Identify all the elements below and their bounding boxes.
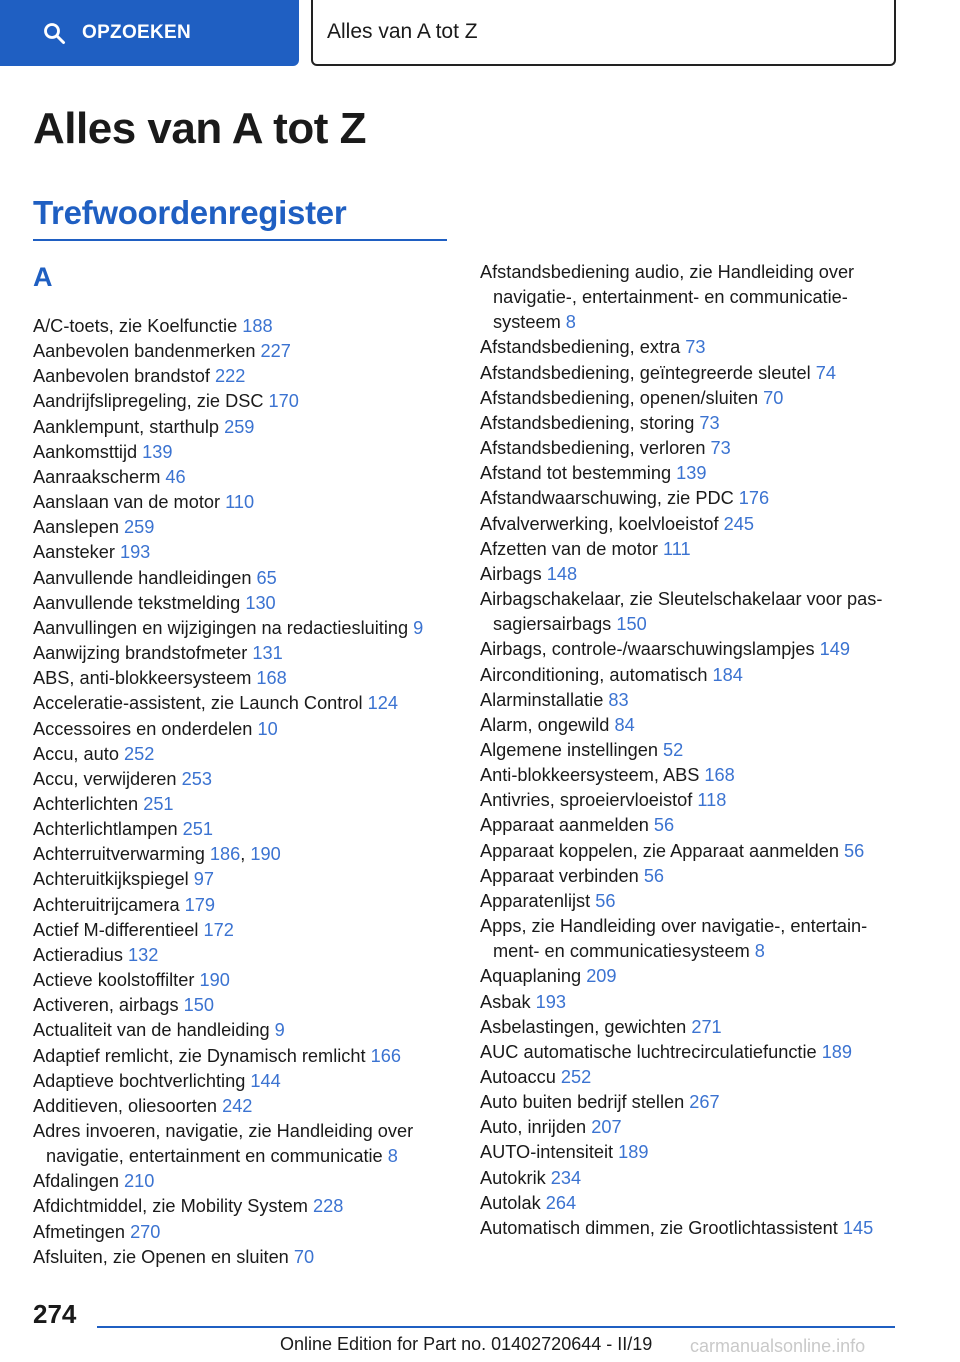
page-link[interactable]: 9 <box>413 617 424 638</box>
index-entry-term: AUC automatische luchtrecirculatiefunctie <box>480 1041 822 1062</box>
page-link[interactable]: 227 <box>260 341 291 362</box>
index-column-right <box>480 260 898 1241</box>
index-entry-term: Auto buiten bedrijf stellen <box>480 1092 690 1113</box>
index-entry <box>480 1065 898 1090</box>
index-letter: A <box>33 262 53 292</box>
index-entry <box>480 436 898 461</box>
index-entry <box>33 666 453 691</box>
index-entry-term: Afdichtmiddel, zie Mobility System <box>33 1196 313 1217</box>
index-entry-term: Apparaat aanmelden <box>480 815 654 836</box>
page-link[interactable]: 179 <box>184 894 215 915</box>
index-entry <box>33 1119 453 1169</box>
index-entry <box>480 914 898 964</box>
page-link[interactable]: 253 <box>181 768 212 789</box>
index-entry <box>480 637 898 662</box>
page-link[interactable]: 252 <box>560 1067 592 1087</box>
page-link[interactable]: 251 <box>182 819 213 840</box>
index-entry-term: Actief M-differentieel <box>33 919 204 940</box>
page-link[interactable]: 74 <box>815 362 836 383</box>
index-entry-term: Apparaat koppelen, zie Apparaat aanmelden <box>480 840 845 861</box>
index-entry <box>480 537 898 562</box>
page-link[interactable]: 73 <box>685 337 706 358</box>
index-entry-term: Achterruitverwarming <box>33 844 210 865</box>
page-link[interactable]: 172 <box>203 919 234 940</box>
page-link[interactable]: 148 <box>546 563 578 584</box>
index-entry-term: Additieven, oliesoorten <box>33 1095 223 1116</box>
index-entry-term: Accu, auto <box>33 743 124 764</box>
index-entry <box>33 364 453 389</box>
index-entry-term: Afstand tot bestemming <box>480 463 677 484</box>
page-link[interactable]: 56 <box>653 815 675 836</box>
page-link[interactable]: 83 <box>608 689 629 710</box>
index-entry-term: Adaptieve bochtverlichting <box>33 1070 251 1091</box>
index-entry <box>33 893 453 918</box>
index-entry-term: Auto, inrijden <box>480 1117 592 1138</box>
index-entry <box>480 1040 898 1065</box>
index-entry-term: Afstandsbediening, geïntegreerde sleutel <box>480 362 816 383</box>
page-link[interactable]: 188 <box>242 316 273 336</box>
page-link[interactable]: 234 <box>550 1167 582 1188</box>
index-entry <box>480 1015 898 1040</box>
index-entry <box>480 663 898 688</box>
page-link[interactable]: 144 <box>250 1070 281 1091</box>
index-entry <box>33 817 453 842</box>
index-entry <box>480 461 898 486</box>
page-link[interactable]: 267 <box>689 1092 720 1113</box>
page-link[interactable]: 84 <box>614 714 635 735</box>
index-entry <box>480 1166 898 1191</box>
page-link[interactable]: 150 <box>616 614 647 635</box>
index-entry <box>33 1044 453 1069</box>
index-entry <box>33 490 453 515</box>
index-entry <box>33 918 453 943</box>
index-entry <box>33 867 453 892</box>
index-entry <box>480 335 898 360</box>
index-entry <box>33 440 453 465</box>
index-entry <box>33 1169 453 1194</box>
index-entry-term: Airconditioning, automatisch <box>480 664 713 685</box>
page-link[interactable]: 190 <box>199 970 230 991</box>
index-entry <box>33 767 453 792</box>
page-link[interactable]: 189 <box>618 1142 649 1163</box>
index-entry-term: A/C-toets, zie Koelfunctie <box>33 316 243 336</box>
index-entry-term: Apparaat verbinden <box>480 865 644 886</box>
index-entry <box>480 688 898 713</box>
index-entry-term: Aanslaan van de motor <box>33 492 226 513</box>
index-entry-term: Airbags, controle-/waarschuwingslampjes <box>480 639 820 660</box>
index-entry <box>480 512 898 537</box>
page-link[interactable]: 245 <box>723 513 754 534</box>
page-link[interactable]: 56 <box>595 890 616 911</box>
index-entry-term: Achteruitrijcamera <box>33 894 185 915</box>
page-link[interactable]: 52 <box>663 739 684 760</box>
index-entry <box>480 713 898 738</box>
index-entry-term: Antivries, sproeiervloeistof <box>480 790 698 811</box>
index-entry <box>480 738 898 763</box>
index-entry <box>33 717 453 742</box>
page-link[interactable]: 139 <box>142 441 173 462</box>
index-column-left <box>33 314 453 1270</box>
index-entry-term: Aanwijzing brandstofmeter <box>33 643 253 664</box>
page-link[interactable]: 131 <box>252 643 283 664</box>
page-link[interactable]: 222 <box>215 366 246 387</box>
index-entry <box>480 587 898 637</box>
index-entry-term: Afstandsbediening, openen/sluiten <box>480 387 764 408</box>
page-link[interactable]: 184 <box>712 664 743 685</box>
page-link[interactable]: 145 <box>842 1217 874 1238</box>
index-entry-term: Airbagschakelaar, zie Sleutelschakelaar voor passagiersairbags <box>480 589 883 635</box>
page-link[interactable]: 176 <box>738 488 770 509</box>
index-entry <box>480 1115 898 1140</box>
page-link[interactable]: 70 <box>763 387 784 408</box>
search-button-label: OPZOEKEN <box>82 22 192 43</box>
index-entry-term: Afstandsbediening, extra <box>480 337 686 358</box>
section-divider <box>33 239 447 241</box>
index-entry-term: Asbelastingen, gewichten <box>480 1016 692 1037</box>
index-entry <box>480 411 898 436</box>
page-link[interactable]: 70 <box>293 1246 315 1267</box>
index-entry-term: Alarminstallatie <box>480 689 609 710</box>
index-entry-term: Accessoires en onderdelen <box>33 718 258 739</box>
index-entry-term: Afstandsbediening audio, zie Handleiding over navigatie-, entertainment- en communicatiesysteem <box>480 262 855 333</box>
index-entry-term: Autolak <box>480 1192 546 1213</box>
page-link[interactable]: 252 <box>124 743 155 764</box>
index-entry-term: Aandrijfslipregeling, zie DSC <box>33 391 269 412</box>
footer-edition: Online Edition for Part no. 01402720644 - II/19 <box>280 1334 653 1354</box>
index-entry <box>480 763 898 788</box>
index-entry <box>480 964 898 989</box>
page-number: 274 <box>33 1299 77 1329</box>
page-separator: , <box>240 844 251 865</box>
page-link[interactable]: 8 <box>565 312 576 333</box>
page-link[interactable]: 207 <box>591 1117 622 1138</box>
index-entry-term: Aanvullende tekstmelding <box>33 592 246 613</box>
index-entry <box>480 1191 898 1216</box>
breadcrumb[interactable]: Alles van A tot Z <box>311 0 896 66</box>
page-title: Alles van A tot Z <box>33 104 366 153</box>
index-entry-term: Adaptief remlicht, zie Dynamisch remlicht <box>33 1045 371 1066</box>
page-link[interactable]: 149 <box>819 639 851 660</box>
index-entry-term: Aankomsttijd <box>33 441 143 462</box>
top-bar <box>0 0 960 66</box>
page-link[interactable]: 97 <box>193 869 214 890</box>
index-entry <box>33 465 453 490</box>
index-entry <box>33 641 453 666</box>
index-entry <box>33 1245 453 1270</box>
index-entry-term: Autoaccu <box>480 1067 561 1087</box>
index-entry-term: Actieve koolstoffilter <box>33 970 200 991</box>
index-entry-term: Afvalverwerking, koelvloeistof <box>480 513 724 534</box>
index-entry <box>33 943 453 968</box>
index-entry-term: Achterlichten <box>33 793 144 814</box>
page-link[interactable]: 65 <box>256 567 277 588</box>
page-link[interactable]: 73 <box>710 438 731 459</box>
index-entry-term: Afzetten van de motor <box>480 538 663 559</box>
index-entry <box>480 788 898 813</box>
index-entry-term: Alarm, ongewild <box>480 714 615 735</box>
index-entry <box>33 515 453 540</box>
index-entry-term: Aanraakscherm <box>33 466 166 487</box>
page-link[interactable]: 46 <box>165 466 186 487</box>
index-entry <box>33 1220 453 1245</box>
page-link[interactable]: 210 <box>124 1171 155 1192</box>
section-title: Trefwoordenregister <box>33 194 347 231</box>
page-link[interactable]: 190 <box>250 844 281 865</box>
page-link[interactable]: 111 <box>663 538 691 559</box>
page-link[interactable]: 8 <box>754 941 765 962</box>
index-entry <box>33 1018 453 1043</box>
index-entry-term: Aanbevolen bandenmerken <box>33 341 261 362</box>
page-link[interactable]: 189 <box>821 1041 853 1062</box>
index-entry-term: Aanslepen <box>33 517 125 538</box>
index-entry <box>33 1194 453 1219</box>
page-link[interactable]: 270 <box>130 1221 161 1242</box>
index-entry <box>480 990 898 1015</box>
index-entry <box>33 415 453 440</box>
index-entry <box>33 591 453 616</box>
index-entry-term: Actieradius <box>33 944 129 965</box>
index-entry-term: Aanbevolen brandstof <box>33 366 216 387</box>
index-entry <box>480 1090 898 1115</box>
page-link[interactable]: 186 <box>209 844 241 865</box>
index-entry <box>33 842 453 867</box>
index-entry <box>480 361 898 386</box>
index-entry-term: Afstandsbediening, storing <box>480 412 700 433</box>
watermark: carmanualsonline.info <box>690 1336 866 1356</box>
index-entry-term: Autokrik <box>480 1167 551 1188</box>
index-entry <box>480 864 898 889</box>
index-entry-term: Afsluiten, zie Openen en sluiten <box>33 1246 294 1267</box>
index-entry-term: Acceleratie-assistent, zie Launch Control <box>33 693 368 714</box>
index-entry-term: Anti-blokkeersysteem, ABS <box>480 765 705 786</box>
page-link[interactable]: 168 <box>256 668 287 689</box>
page-link[interactable]: 259 <box>224 416 255 437</box>
page-link[interactable]: 8 <box>387 1146 398 1167</box>
index-entry-term: Apparatenlijst <box>480 890 596 911</box>
index-entry <box>480 839 898 864</box>
index-entry <box>33 792 453 817</box>
index-entry-term: Aquaplaning <box>480 966 587 987</box>
page-link[interactable]: 139 <box>676 463 707 484</box>
index-entry-term: Automatisch dimmen, zie Grootlichtassistent <box>480 1217 843 1238</box>
index-entry <box>480 813 898 838</box>
page-link[interactable]: 251 <box>143 793 174 814</box>
index-entry <box>33 993 453 1018</box>
page-link[interactable]: 170 <box>268 391 299 412</box>
index-entry <box>480 1216 898 1241</box>
index-entry-term: Airbags <box>480 563 547 584</box>
page-link[interactable]: 209 <box>586 966 617 987</box>
index-entry-term: Aanvullingen en wijzigingen na redactiesluiting <box>33 617 414 638</box>
index-entry <box>33 968 453 993</box>
index-entry <box>33 314 453 339</box>
index-entry-term: Apps, zie Handleiding over navigatie-, entertainment- en communicatiesysteem <box>480 916 868 962</box>
index-entry-term: Achterlichtlampen <box>33 819 183 840</box>
index-entry-term: Afstandwaarschuwing, zie PDC <box>480 488 739 509</box>
index-entry <box>480 260 898 335</box>
index-entry-term: AUTO-intensiteit <box>480 1142 619 1163</box>
index-entry-term: Aansteker <box>33 542 120 563</box>
index-entry <box>480 889 898 914</box>
page-link[interactable]: 10 <box>257 718 278 739</box>
index-entry <box>33 1069 453 1094</box>
index-entry-term: Aanvullende handleidingen <box>33 567 257 588</box>
index-entry-term: Asbak <box>480 991 536 1012</box>
page-link[interactable]: 242 <box>222 1095 253 1116</box>
index-entry <box>480 562 898 587</box>
page-link[interactable]: 193 <box>119 542 151 563</box>
page-link[interactable]: 130 <box>245 592 276 613</box>
page-link[interactable]: 259 <box>124 517 155 538</box>
index-entry-term: Accu, verwijderen <box>33 768 182 789</box>
page-link[interactable]: 150 <box>183 995 214 1016</box>
index-entry-term: Aanklempunt, starthulp <box>33 416 225 437</box>
page-link[interactable]: 9 <box>274 1020 285 1041</box>
index-entry-term: Afmetingen <box>33 1221 131 1242</box>
index-entry-term: Afstandsbediening, verloren <box>480 438 711 459</box>
page-link[interactable]: 228 <box>312 1196 344 1217</box>
index-entry-term: ABS, anti-blokkeersysteem <box>33 668 257 689</box>
index-entry-term: Activeren, airbags <box>33 995 184 1016</box>
page-link[interactable]: 124 <box>367 693 398 714</box>
page-link[interactable]: 132 <box>128 944 159 965</box>
footer-divider <box>97 1326 895 1328</box>
index-entry-term: Algemene instellingen <box>480 739 664 760</box>
search-icon <box>42 21 66 45</box>
page-link[interactable]: 166 <box>370 1045 401 1066</box>
index-entry <box>33 691 453 716</box>
index-entry-term: Actualiteit van de handleiding <box>33 1020 275 1041</box>
page-link[interactable]: 73 <box>699 412 720 433</box>
index-entry-term: Adres invoeren, navigatie, zie Handleiding over navigatie, entertainment en communicatie <box>33 1121 414 1167</box>
index-entry <box>480 386 898 411</box>
index-entry <box>33 742 453 767</box>
search-button[interactable] <box>0 0 299 66</box>
index-entry-term: Achteruitkijkspiegel <box>33 869 194 890</box>
index-entry <box>480 486 898 511</box>
page-link[interactable]: 168 <box>704 765 735 786</box>
index-entry <box>480 1140 898 1165</box>
page-link[interactable]: 271 <box>691 1016 722 1037</box>
page-link[interactable]: 56 <box>643 865 665 886</box>
page-link[interactable]: 193 <box>535 991 566 1012</box>
page-link[interactable]: 118 <box>697 790 727 811</box>
page-link[interactable]: 110 <box>225 492 255 513</box>
index-entry-term: Afdalingen <box>33 1171 125 1192</box>
index-entry <box>33 540 453 565</box>
index-entry <box>33 389 453 414</box>
index-entry <box>33 339 453 364</box>
index-entry <box>33 616 453 641</box>
index-entry <box>33 1094 453 1119</box>
index-entry <box>33 566 453 591</box>
page-link[interactable]: 264 <box>545 1192 577 1213</box>
page-link[interactable]: 56 <box>844 840 865 861</box>
